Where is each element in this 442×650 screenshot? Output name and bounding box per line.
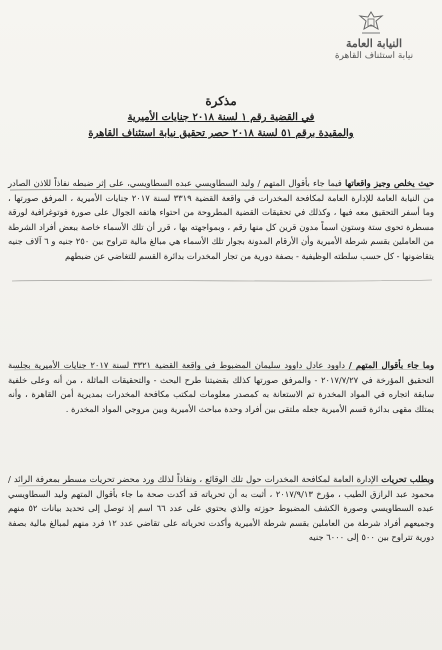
paragraph-lead: وبطلب تحريات	[381, 474, 434, 484]
paragraph-lead: وما جاء بأقوال المتهم /	[348, 360, 434, 370]
case-number-line: في القضية رقم ١ لسنة ٢٠١٨ جنايات الأميرية	[127, 112, 315, 123]
paragraph-text: الإدارة العامة لمكافحة المخدرات حول تلك الوقائع ، ونفاذاً لذلك ورد محضر تحريات مسطر بمعرفة الرائد / محمود عبد الرازق الطيب ، مؤرخ ٢٠١٧/٩/١٣ ، أثبت به أن تحرياته قد أكدت صحة ما جاء بأقوال المتهم وليد السطاويسي عبده السطاويسي وصورة الكشف المضبوط حوزته والذي يحتوي على عدد ٦٦ اسم إذ توصل إلى تحديد بيانات ٥٢ منهم وجميعهم أفراد شرطة من العاملين بقسم شرطة الأميرية وأكدت تحرياته على تقاضي عدد ١٢ فرد منهم لمبالغ مالية بصفة دورية تتراوح بين ٥٠٠ إلى ٦٠٠٠ جنيه	[8, 474, 435, 542]
paragraph-summary	[8, 176, 434, 263]
paragraph-investigations	[8, 472, 434, 545]
letterhead-line1: النيابة العامة	[345, 37, 403, 50]
paragraph-text: فيما جاء بأقوال المتهم / وليد السطاويسي عبده السطاويسي، على إثر ضبطه نفاذاً للاذن الصادر من النيابة العامة للإدارة العامة لمكافحة المخدرات في واقعة القضية ٣٣١٩ لسنة ٢٠١٧ جنايات الأميرية ، المرفق صورتها ، وما أسفر التحقيق معه فيها ، وكذلك في تحقيقات القضية المطروحة من احتواء هاتفه الجوال على صورة فوتوغرافية لورقة مسطرة تحوى ستة وستون اسماً مدون قرين كل منها رقم ، وبمواجهته بها ، قرر أن تلك الأسماء خاصة ببعض أفراد الشرطة من العاملين بقسم شرطة الأميرية وأن الأرقام المدونة بجوار تلك الأسماء هي مبالغ مالية تتراوح بين ٢٥٠ جنيه و ٦ آلاف جنيه يتقاضونها - كل حسب سلطته الوظيفية - بصفة دورية من تجار المخدرات بدائرة القسم للتغاضي عن ضبطهم	[8, 178, 434, 261]
memo-heading: مذكرة	[205, 94, 237, 108]
memo-title	[40, 92, 402, 142]
letterhead	[314, 38, 434, 62]
paragraph-lead: حيث يخلص وجيز واقعاتها	[344, 178, 434, 188]
letterhead-line2: نيابة استئناف القاهرة	[334, 51, 414, 61]
paragraph-second-defendant	[8, 358, 434, 416]
case-registration-line: والمقيدة برقم ٥١ لسنة ٢٠١٨ حصر تحقيق نيابة استئناف القاهرة	[88, 128, 354, 139]
paragraph-text: داوود عادل داوود سليمان المضبوط في واقعة القضية ٣٣٢١ لسنة ٢٠١٧ جنايات الأميرية بجلسة التحقيق المؤرخة في ٢٠١٧/٧/٢٧ - والمرفق صورتها كذلك بقضيتنا طرح البحث - والتحقيقات الماثلة ، من أنه وعلى خلفية سابقة اتجاره في المواد المخدرة تم الاستعانة به كمصدر معلومات لمكتب مكافحة المخدرات بمديرية أمن القاهرة ، وأنه يمتلك مقهى بدائرة قسم الأميرية جعله ملتقى بين أفراد وحدة مباحث الأميرية وبين مروجي المواد المخدرة .	[8, 360, 435, 414]
eagle-emblem-icon	[356, 10, 386, 36]
